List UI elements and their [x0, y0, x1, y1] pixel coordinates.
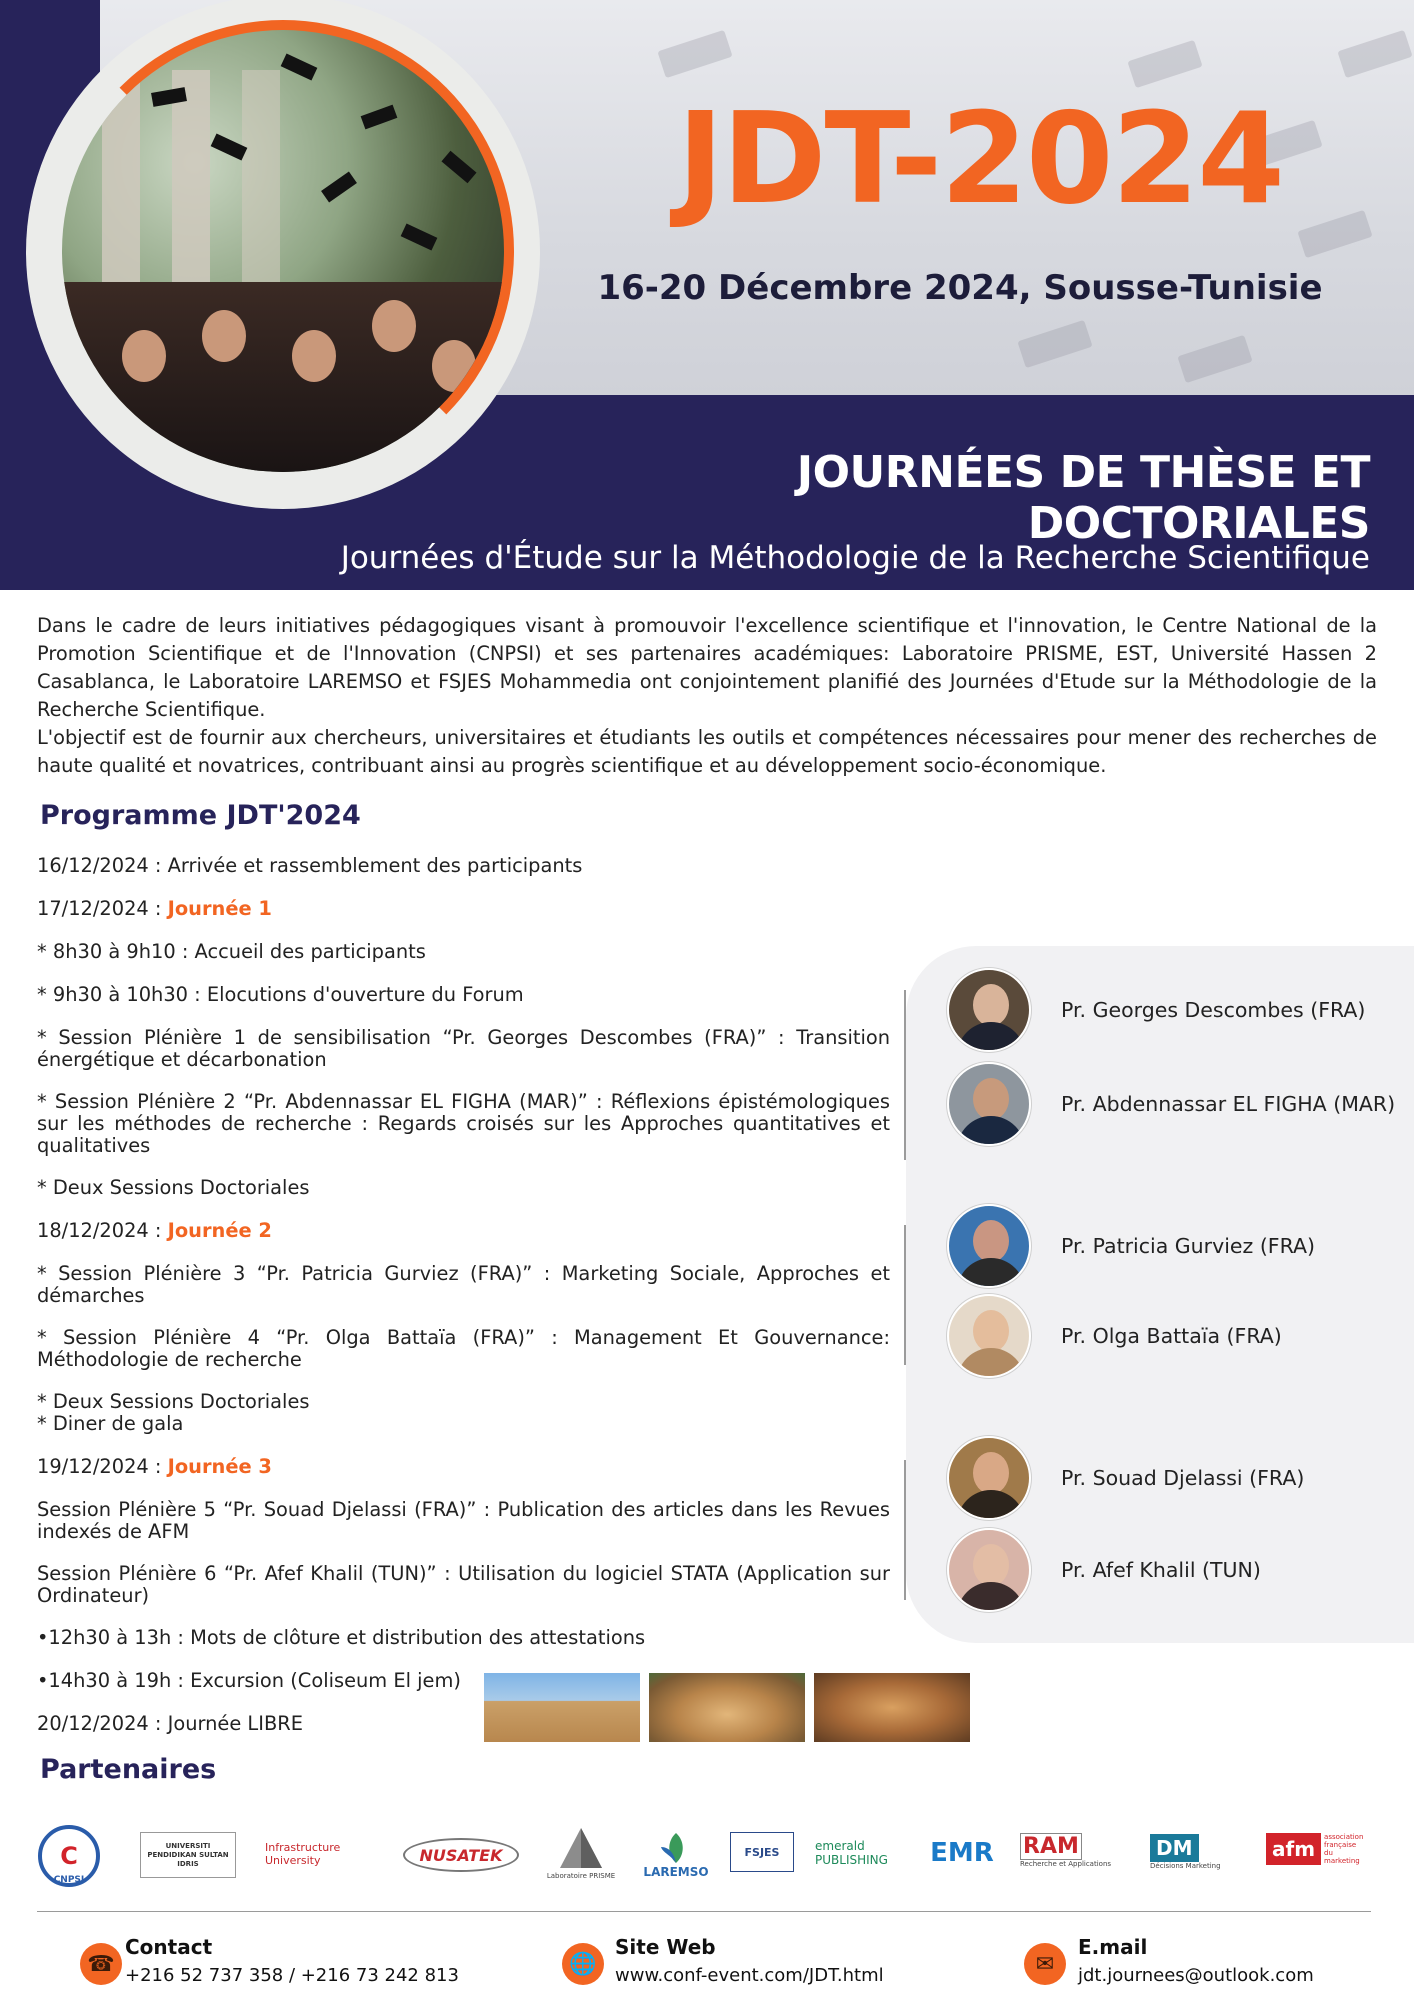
envelope-icon: ✉ [1024, 1943, 1066, 1985]
programme-line: * Deux Sessions Doctoriales [37, 1390, 310, 1413]
prism-icon [558, 1826, 604, 1872]
programme-line: * 8h30 à 9h10 : Accueil des participants [37, 940, 426, 963]
header-banner [0, 0, 1414, 590]
partner-logo-upsi: UNIVERSITI PENDIDIKAN SULTAN IDRIS [140, 1832, 236, 1878]
email-label: E.mail [1078, 1935, 1148, 1959]
speaker-name: Pr. Abdennassar EL FIGHA (MAR) [1061, 1092, 1396, 1116]
contact-label: Contact [125, 1935, 213, 1959]
programme-line: * Deux Sessions Doctoriales [37, 1176, 310, 1199]
phone-icon: ☎ [80, 1943, 122, 1985]
partner-logo-dm: DM Décisions Marketing [1150, 1836, 1221, 1870]
speaker-photo [947, 1294, 1031, 1378]
speaker-name: Pr. Souad Djelassi (FRA) [1061, 1466, 1305, 1490]
speaker-photo [947, 1204, 1031, 1288]
speaker-photo [947, 968, 1031, 1052]
email-block [1024, 1935, 1314, 1986]
partner-logo-nusatek: NUSATEK [403, 1838, 519, 1872]
speaker-photo [947, 1528, 1031, 1612]
globe-icon: 🌐 [562, 1943, 604, 1985]
speaker-name: Pr. Olga Battaïa (FRA) [1061, 1324, 1282, 1348]
contact-phone[interactable]: +216 52 737 358 / +216 73 242 813 [125, 1965, 459, 1986]
coliseum-photo [484, 1673, 640, 1742]
website-block [562, 1935, 884, 1986]
partner-logo-laremso: LAREMSO [636, 1822, 716, 1888]
intro-paragraph-1: Dans le cadre de leurs initiatives pédagogiques visant à promouvoir l'excellence scientifique et l'innovation, le Centre National de la Promotion Scientifique et de l'Innovation (CNPSI) et ses partenaires académiques: Laboratoire PRISME, EST, Université Hassen 2 Casablanca, le Laboratoire LAREMSO et FSJES Mohammedia ont conjointement planifié des Journées d'Etude sur la Méthodologie de la Recherche Scientifique. [37, 614, 1377, 721]
speaker-photo [947, 1062, 1031, 1146]
programme-line: •12h30 à 13h : Mots de clôture et distribution des attestations [37, 1626, 646, 1649]
speaker-card [947, 1062, 1395, 1146]
programme-line: * Session Plénière 3 “Pr. Patricia Gurviez (FRA)” : Marketing Sociale, Approches et démarches [37, 1262, 890, 1307]
programme-line: * 9h30 à 10h30 : Elocutions d'ouverture du Forum [37, 983, 524, 1006]
programme-line: Session Plénière 5 “Pr. Souad Djelassi (FRA)” : Publication des articles dans les Revues indexés de AFM [37, 1498, 890, 1543]
footer-divider [37, 1911, 1371, 1912]
coliseum-photo [649, 1673, 805, 1742]
intro-paragraph-2: L'objectif est de fournir aux chercheurs, universitaires et étudiants les outils et compétences nécessaires pour mener des recherches de haute qualité et novatrices, contribuant ainsi au progrès scientifique et au développement socio-économique. [37, 726, 1377, 777]
coliseum-photo [814, 1673, 970, 1742]
programme-line: * Session Plénière 2 “Pr. Abdennassar EL FIGHA (MAR)” : Réflexions épistémologiques sur les méthodes de recherche : Regards croisés sur les Approches quantitatives et qualitatives [37, 1090, 890, 1157]
partner-logo-ram: RAM Recherche et Applications [1020, 1833, 1112, 1868]
event-tagline: Journées d'Étude sur la Méthodologie de la Recherche Scientifique [340, 540, 1370, 576]
email-link[interactable]: jdt.journees@outlook.com [1078, 1965, 1314, 1986]
partner-logo-infrastructure-university: Infrastructure University [265, 1841, 341, 1867]
speaker-card [947, 1436, 1304, 1520]
programme-line: 20/12/2024 : Journée LIBRE [37, 1712, 303, 1735]
programme-line: 16/12/2024 : Arrivée et rassemblement des participants [37, 854, 583, 877]
contact-block [80, 1935, 459, 1986]
programme-day-2: 18/12/2024 : Journée 2 [37, 1219, 272, 1242]
event-title: JDT-2024 [677, 85, 1283, 232]
website-link[interactable]: www.conf-event.com/JDT.html [615, 1965, 884, 1986]
partner-logo-afm: afm association française du marketing [1266, 1824, 1366, 1874]
speaker-photo [947, 1436, 1031, 1520]
speaker-card [947, 1204, 1315, 1288]
partner-logo-cnpsi: CNPSI C [38, 1825, 100, 1887]
partners-heading: Partenaires [40, 1754, 217, 1785]
speaker-name: Pr. Patricia Gurviez (FRA) [1061, 1234, 1316, 1258]
event-subtitle: JOURNÉES DE THÈSE ET DOCTORIALES [796, 447, 1370, 549]
partner-logo-emerald: emerald PUBLISHING [815, 1839, 888, 1867]
speaker-name: Pr. Georges Descombes (FRA) [1061, 998, 1366, 1022]
event-dates: 16-20 Décembre 2024, Sousse-Tunisie [597, 268, 1323, 308]
partner-logo-emr: EMR [930, 1838, 994, 1868]
programme-line: * Session Plénière 1 de sensibilisation “Pr. Georges Descombes (FRA)” : Transition énergétique et décarbonation [37, 1026, 890, 1071]
graduates-photo [62, 30, 504, 472]
speaker-card [947, 968, 1365, 1052]
speaker-card [947, 1294, 1282, 1378]
programme-line: •14h30 à 19h : Excursion (Coliseum El jem) [37, 1669, 461, 1692]
laremso-leaf-icon [659, 1831, 693, 1865]
programme-line: Session Plénière 6 “Pr. Afef Khalil (TUN)” : Utilisation du logiciel STATA (Application sur Ordinateur) [37, 1562, 890, 1607]
website-label: Site Web [615, 1935, 716, 1959]
intro-text [37, 612, 1377, 780]
programme-line: * Diner de gala [37, 1412, 184, 1435]
programme-heading: Programme JDT'2024 [40, 800, 361, 831]
speaker-card [947, 1528, 1261, 1612]
speaker-name: Pr. Afef Khalil (TUN) [1061, 1558, 1261, 1582]
programme-day-1: 17/12/2024 : Journée 1 [37, 897, 272, 920]
partner-logos [30, 1810, 1390, 1900]
programme-line: * Session Plénière 4 “Pr. Olga Battaïa (FRA)” : Management Et Gouvernance: Méthodologie de recherche [37, 1326, 890, 1371]
partner-logo-fsjes: FSJES [730, 1832, 794, 1872]
partner-logo-prisme: Laboratoire PRISME [545, 1818, 617, 1888]
programme-day-3: 19/12/2024 : Journée 3 [37, 1455, 272, 1478]
